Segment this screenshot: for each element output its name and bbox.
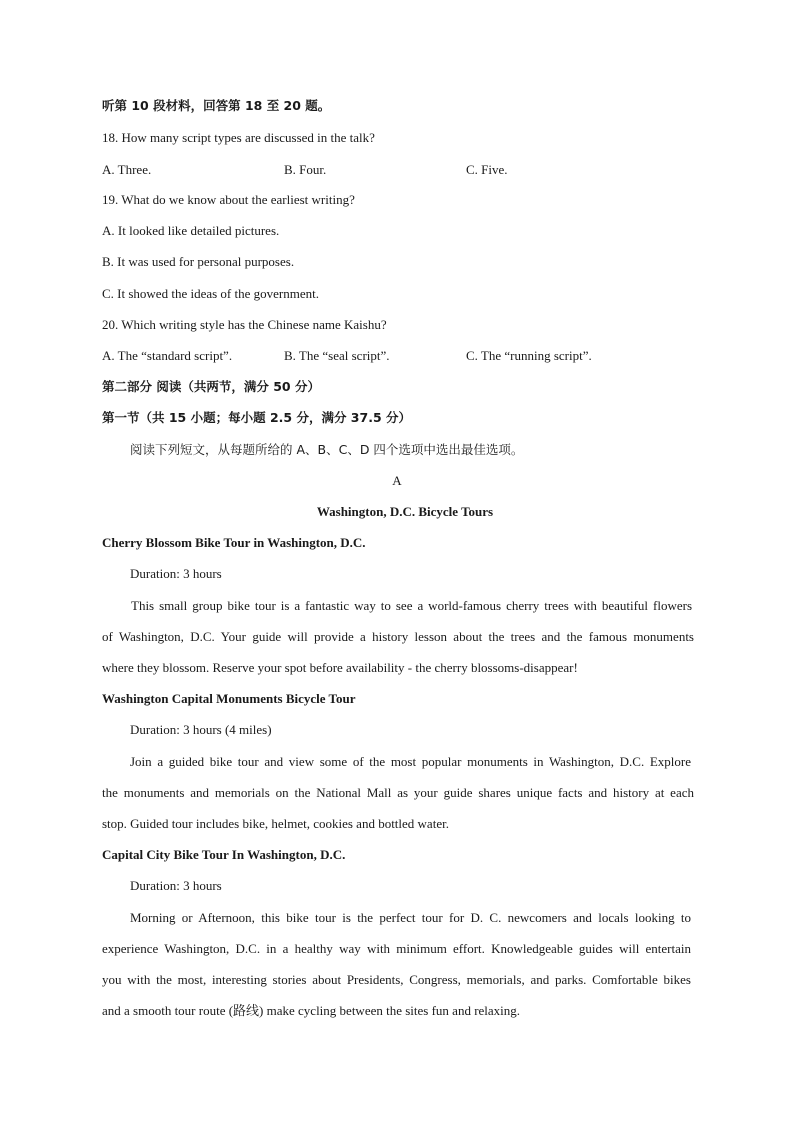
tour-3-line-1: Morning or Afternoon, this bike tour is the perfect tour for D. C. newcomers and locals looking to [130,910,691,925]
reading-instruction: 阅读下列短文，从每题所给的 A、B、C、D 四个选项中选出最佳选项。 [130,442,524,457]
reading-part-heading: 第二部分 阅读（共两节，满分 50 分） [102,379,320,394]
listening-section-heading: 听第 10 段材料，回答第 18 至 20 题。 [102,98,331,113]
tour-1-duration: Duration: 3 hours [130,566,222,581]
question-19-option-c: C. It showed the ideas of the government. [102,286,319,301]
question-20-stem: 20. Which writing style has the Chinese name Kaishu? [102,317,387,332]
tour-1-line-2: of Washington, D.C. Your guide will provide a history lesson about the trees and the famous monuments [102,629,694,644]
question-18-option-a: A. Three. [102,162,152,177]
tour-2-duration: Duration: 3 hours (4 miles) [130,722,272,737]
question-18-option-b: B. Four. [284,162,327,177]
question-18-option-c: C. Five. [466,162,508,177]
tour-3-name: Capital City Bike Tour In Washington, D.C. [102,847,346,862]
tour-1-line-3: where they blossom. Reserve your spot before availability - the cherry blossoms-disappear! [102,660,578,675]
tour-3-duration: Duration: 3 hours [130,878,222,893]
tour-2-name: Washington Capital Monuments Bicycle Tour [102,691,356,706]
question-18-stem: 18. How many script types are discussed in the talk? [102,130,375,145]
passage-label: A [392,473,402,488]
question-19-option-b: B. It was used for personal purposes. [102,254,295,269]
tour-3-line-4: and a smooth tour route (路线) make cycling between the sites fun and relaxing. [102,1003,521,1018]
tour-2-line-1: Join a guided bike tour and view some of the most popular monuments in Washington, D.C. Explore [130,754,691,769]
question-20-option-c: C. The “running script”. [466,348,592,363]
passage-title: Washington, D.C. Bicycle Tours [316,504,494,519]
tour-3-line-2: experience Washington, D.C. in a healthy way with minimum effort. Knowledgeable guides will entertain [102,941,691,956]
question-20-option-a: A. The “standard script”. [102,348,233,363]
question-20-option-b: B. The “seal script”. [284,348,390,363]
tour-1-line-1: This small group bike tour is a fantastic way to see a world-famous cherry trees with beautiful flowers [131,598,692,613]
tour-2-line-2: the monuments and memorials on the National Mall as your guide shares unique facts and history at each [102,785,694,800]
question-19-option-a: A. It looked like detailed pictures. [102,223,280,238]
tour-1-name: Cherry Blossom Bike Tour in Washington, D.C. [102,535,366,550]
question-19-stem: 19. What do we know about the earliest writing? [102,192,355,207]
reading-section-heading: 第一节（共 15 小题；每小题 2.5 分，满分 37.5 分） [102,410,411,425]
tour-2-line-3: stop. Guided tour includes bike, helmet, cookies and bottled water. [102,816,449,831]
tour-3-line-3: you with the most, interesting stories about Presidents, Congress, memorials, and parks. Comfortable bikes [102,972,691,987]
